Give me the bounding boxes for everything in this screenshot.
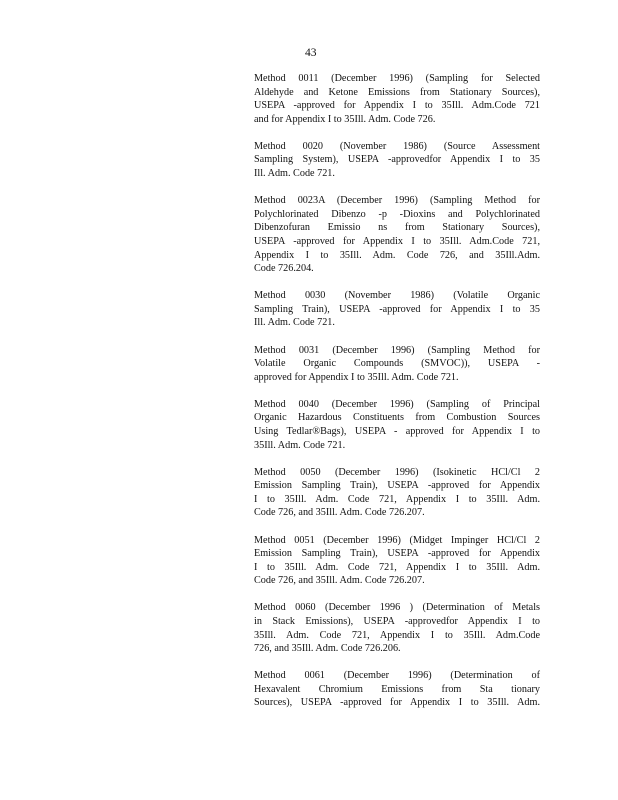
- text-line: Code 726, and 35Ill. Adm. Code 726.207.: [254, 507, 425, 519]
- method-entry-0011: [254, 72, 540, 126]
- text-line: Polychlorinated Dibenzo -p -Dioxins and Polychlorinated: [254, 208, 540, 220]
- text-line: 726, and 35Ill. Adm. Code 726.206.: [254, 643, 401, 655]
- method-entry-0030: [254, 289, 540, 330]
- text-line: and for Appendix I to 35Ill. Adm. Code 726.: [254, 113, 436, 125]
- text-line: Method 0060 (December 1996 ) (Determination of Metals: [254, 602, 540, 614]
- method-entry-0040: [254, 398, 540, 452]
- text-line: Method 0040 (December 1996) (Sampling of Principal: [254, 398, 540, 410]
- text-line: Hexavalent Chromium Emissions from Sta tionary: [254, 683, 540, 695]
- text-line: Emission Sampling Train), USEPA -approved for Appendix: [254, 548, 540, 560]
- method-entry-0023a: [254, 194, 540, 276]
- text-line: in Stack Emissions), USEPA -approvedfor Appendix I to: [254, 616, 540, 627]
- text-line: approved for Appendix I to 35Ill. Adm. Code 721.: [254, 371, 459, 383]
- text-line: I to 35Ill. Adm. Code 721, Appendix I to 35Ill. Adm.: [254, 561, 540, 573]
- text-line: USEPA -approved for Appendix I to 35Ill. Adm.Code 721: [254, 100, 540, 112]
- text-line: Code 726.204.: [254, 263, 314, 275]
- text-line: Volatile Organic Compounds (SMVOC)), USEPA -: [254, 358, 540, 370]
- text-line: Using Tedlar®Bags), USEPA - approved for Appendix I to: [254, 425, 540, 437]
- text-line: Method 0011 (December 1996) (Sampling for Selected: [254, 73, 540, 84]
- document-body: [254, 72, 540, 724]
- method-entry-0051: [254, 534, 540, 588]
- text-line: Emission Sampling Train), USEPA -approved for Appendix: [254, 480, 540, 492]
- text-line: I to 35Ill. Adm. Code 721, Appendix I to 35Ill. Adm.: [254, 493, 540, 505]
- text-line: Method 0030 (November 1986) (Volatile Organic: [254, 290, 540, 302]
- method-entry-0061: [254, 669, 540, 710]
- method-entry-0060: [254, 601, 540, 655]
- text-line: Ill. Adm. Code 721.: [254, 317, 335, 329]
- method-entry-0050: [254, 466, 540, 520]
- text-line: Method 0050 (December 1996) (Isokinetic HCl/Cl 2: [254, 466, 540, 478]
- text-line: Ill. Adm. Code 721.: [254, 168, 335, 180]
- text-line: Organic Hazardous Constituents from Combustion Sources: [254, 412, 540, 424]
- text-line: Sampling System), USEPA -approvedfor Appendix I to 35: [254, 154, 540, 166]
- text-line: Sources), USEPA -approved for Appendix I to 35Ill. Adm.: [254, 697, 540, 709]
- method-entry-0020: [254, 140, 540, 181]
- text-line: 35Ill. Adm. Code 721.: [254, 439, 346, 451]
- text-line: Aldehyde and Ketone Emissions from Stationary Sources),: [254, 86, 540, 98]
- text-line: Dibenzofuran Emissio ns from Stationary Sources),: [254, 222, 540, 234]
- method-entry-0031: [254, 344, 540, 385]
- text-line: Method 0020 (November 1986) (Source Assessment: [254, 140, 540, 152]
- text-line: Appendix I to 35Ill. Adm. Code 726, and 35Ill.Adm.: [254, 249, 540, 261]
- text-line: 35Ill. Adm. Code 721, Appendix I to 35Ill. Adm.Code: [254, 629, 540, 641]
- text-line: USEPA -approved for Appendix I to 35Ill. Adm.Code 721,: [254, 235, 540, 247]
- text-line: Sampling Train), USEPA -approved for Appendix I to 35: [254, 303, 540, 315]
- page-number: 43: [305, 47, 317, 59]
- text-line: Method 0061 (December 1996) (Determination of: [254, 670, 540, 682]
- text-line: Method 0051 (December 1996) (Midget Impinger HCl/Cl 2: [254, 534, 540, 546]
- text-line: Method 0023A (December 1996) (Sampling Method for: [254, 195, 540, 207]
- text-line: Method 0031 (December 1996) (Sampling Method for: [254, 344, 540, 356]
- text-line: Code 726, and 35Ill. Adm. Code 726.207.: [254, 575, 425, 587]
